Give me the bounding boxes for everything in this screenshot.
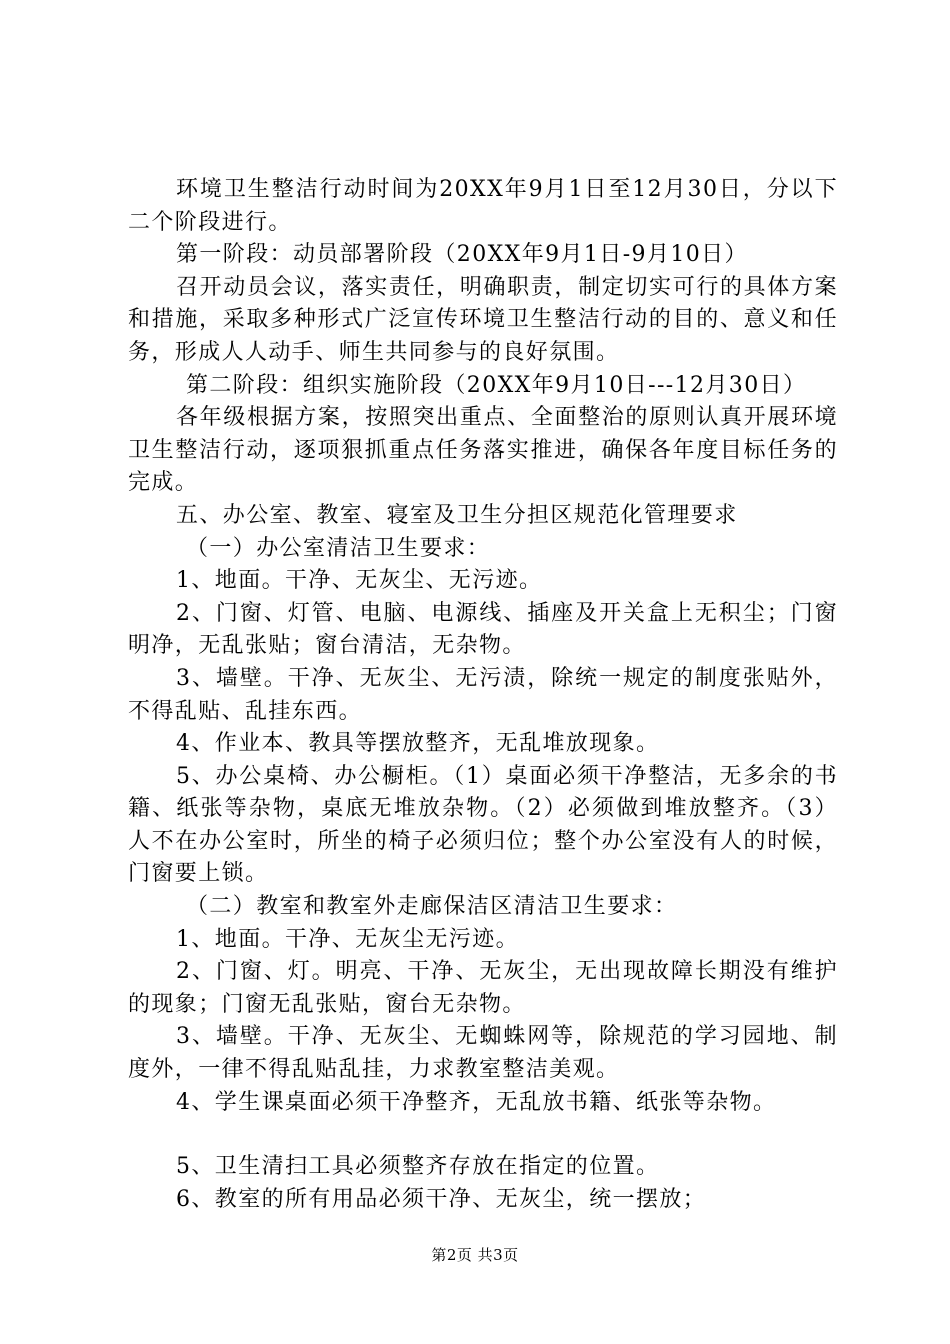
list-item-classroom-5: 5、卫生清扫工具必须整齐存放在指定的位置。 <box>176 1154 660 1180</box>
subsection-heading-office: （一）办公室清洁卫生要求： <box>186 535 491 561</box>
list-item-office-4: 4、作业本、教具等摆放整齐，无乱堆放现象。 <box>176 731 660 757</box>
list-item-classroom-2: 2、门窗、灯。明亮、干净、无灰尘，无出现故障长期没有维护的现象；门窗无乱张贴，窗台无杂物。 <box>128 959 838 1017</box>
paragraph-phase-one-body: 召开动员会议，落实责任，明确职责，制定切实可行的具体方案和措施，采取多种形式广泛宣传环境卫生整洁行动的目的、意义和任务，形成人人动手、师生共同参与的良好氛围。 <box>128 274 838 365</box>
list-item-classroom-1: 1、地面。干净、无灰尘无污迹。 <box>176 926 519 952</box>
list-item-office-1: 1、地面。干净、无灰尘、无污迹。 <box>176 568 543 594</box>
section-heading-five: 五、办公室、教室、寝室及卫生分担区规范化管理要求 <box>176 502 738 528</box>
paragraph-phase-one-heading: 第一阶段：动员部署阶段（20XX年9月1日-9月10日） <box>176 242 748 268</box>
paragraph-phase-two-heading: 第二阶段：组织实施阶段（20XX年9月10日---12月30日） <box>186 372 807 398</box>
list-item-office-5: 5、办公桌椅、办公橱柜。（1）桌面必须干净整洁，无多余的书籍、纸张等杂物，桌底无堆放杂物。（2）必须做到堆放整齐。（3）人不在办公室时，所坐的椅子必须归位；整个办公室没有人的时候，门窗要上锁。 <box>128 763 838 887</box>
paragraph-schedule: 环境卫生整洁行动时间为20XX年9月1日至12月30日，分以下二个阶段进行。 <box>128 177 838 235</box>
subsection-heading-classroom: （二）教室和教室外走廊保洁区清洁卫生要求： <box>186 894 678 920</box>
list-item-classroom-6: 6、教室的所有用品必须干净、无灰尘，统一摆放； <box>176 1186 707 1212</box>
page-footer: 第2页 共3页 <box>431 1246 519 1264</box>
paragraph-phase-two-body: 各年级根据方案，按照突出重点、全面整治的原则认真开展环境卫生整洁行动，逐项狠抓重点任务落实推进，确保各年度目标任务的完成。 <box>128 405 838 496</box>
list-item-classroom-4: 4、学生课桌面必须干净整齐，无乱放书籍、纸张等杂物。 <box>176 1089 777 1115</box>
document-body <box>128 174 838 1216</box>
list-item-office-3: 3、墙壁。干净、无灰尘、无污渍，除统一规定的制度张贴外，不得乱贴、乱挂东西。 <box>128 665 838 724</box>
list-item-office-2: 2、门窗、灯管、电脑、电源线、插座及开关盒上无积尘；门窗明净，无乱张贴；窗台清洁，无杂物。 <box>128 600 838 659</box>
list-item-classroom-3: 3、墙壁。干净、无灰尘、无蜘蛛网等，除规范的学习园地、制度外，一律不得乱贴乱挂，力求教室整洁美观。 <box>128 1024 838 1083</box>
